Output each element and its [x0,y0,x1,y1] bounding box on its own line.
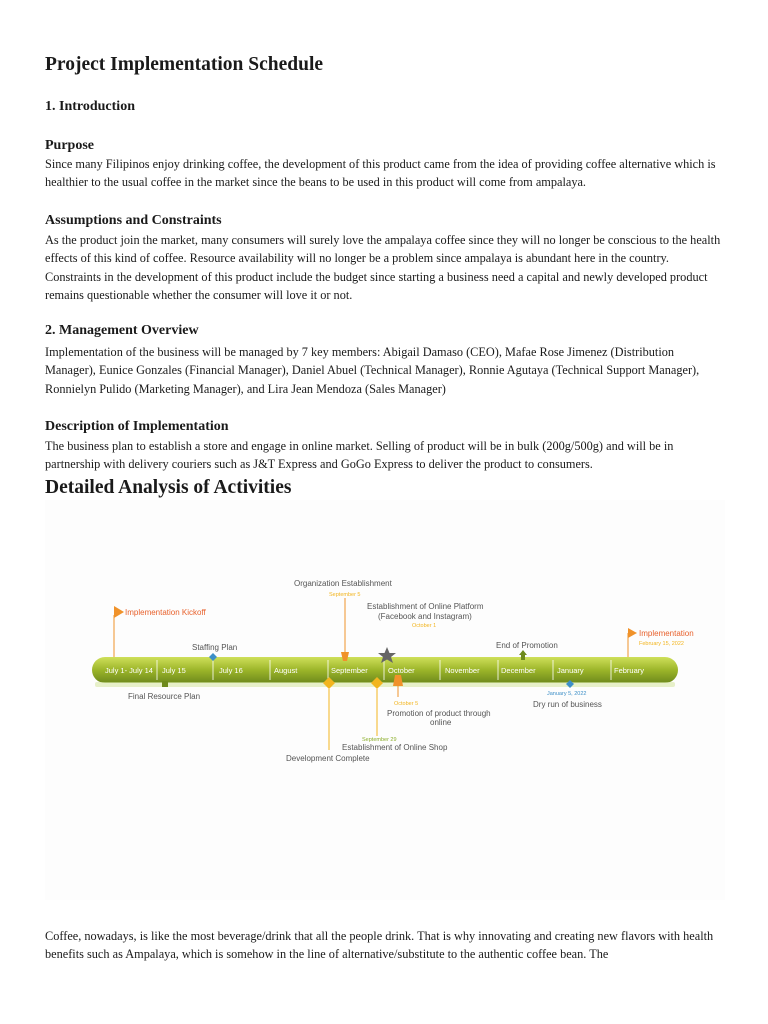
online-shop-label: Establishment of Online Shop [342,743,448,752]
online-platform-label-2: (Facebook and Instagram) [378,612,472,621]
dry-run-date: January 5, 2022 [547,691,587,697]
promotion-date: October 5 [394,701,419,707]
online-shop-date: September 29 [362,737,397,743]
kickoff-label: Implementation Kickoff [125,608,206,617]
month-label: January [557,666,584,675]
implementation-date: February 15, 2022 [639,641,684,647]
month-label: September [331,666,368,675]
final-resource-marker-icon [162,681,168,687]
analysis-heading: Detailed Analysis of Activities [45,477,292,498]
month-label: February [614,666,645,675]
timeline-bar-shadow [95,682,675,687]
kickoff-flag-icon [114,606,124,618]
online-platform-label: Establishment of Online Platform [367,602,484,611]
purpose-paragraph: Since many Filipinos enjoy drinking coffee, the development of this product came from the idea of providing coffee alternative which is healthier to the usual coffee in the market since the beans to be used in this product will come from ampalaya. [45,157,716,190]
staffing-label: Staffing Plan [192,643,238,652]
introduction-heading: 1. Introduction [45,99,135,114]
timeline-figure [45,500,725,900]
description-paragraph: The business plan to establish a store and engage in online market. Selling of product will be in bulk (200g/500g) and will be in partnership with delivery couriers such as J&T Express and GoGo Express to deliver the product to consumers. [45,439,674,472]
month-label: November [445,666,480,675]
org-establishment-label: Organization Establishment [294,579,392,588]
end-promotion-label: End of Promotion [496,641,558,650]
promotion-label: Promotion of product through [387,709,491,718]
assumptions-heading: Assumptions and Constraints [45,213,222,228]
implementation-label: Implementation [639,629,694,638]
purpose-heading: Purpose [45,138,94,153]
management-heading: 2. Management Overview [45,323,199,338]
implementation-flag-icon [628,628,637,638]
assumptions-paragraph: As the product join the market, many consumers will surely love the ampalaya coffee since they will no longer be conscious to the health effects of this kind of coffee. Resource availability will no longer be a problem since ampalaya is abundant here in the country. Constraints in the development of this product include the budget since starting a business need a capital and newly developed product remains questionable whether the consumer will love it or not. [45,233,721,302]
page-title: Project Implementation Schedule [45,54,324,75]
online-platform-date: October 1 [412,623,437,629]
org-establishment-date: September 5 [329,592,361,598]
closing-paragraph: Coffee, nowadays, is like the most beverage/drink that all the people drink. That is why innovating and creating new flavors with health benefits such as Ampalaya, which is somehow in the line of alternative/substitute to the authentic coffee bean. The [45,929,714,962]
description-heading: Description of Implementation [45,419,229,434]
month-label: August [274,666,298,675]
dry-run-label: Dry run of business [533,700,602,709]
month-label: December [501,666,536,675]
month-label: July 15 [162,666,186,675]
month-label: October [388,666,415,675]
final-resource-label: Final Resource Plan [128,692,201,701]
management-paragraph: Implementation of the business will be managed by 7 key members: Abigail Damaso (CEO), Mafae Rose Jimenez (Distribution Manager), Eunice Gonzales (Financial Manager), Daniel Abuel (Technical Manager), Ronnie Agutaya (Technical Support Manager), Ronnielyn Pulido (Marketing Manager), and Lira Jean Mendoza (Sales Manager) [45,345,700,396]
month-label: July 1- July 14 [105,666,153,675]
promotion-label-2: online [430,718,452,727]
timeline-svg [45,500,725,900]
month-label: July 16 [219,666,243,675]
dev-complete-label: Development Complete [286,754,370,763]
